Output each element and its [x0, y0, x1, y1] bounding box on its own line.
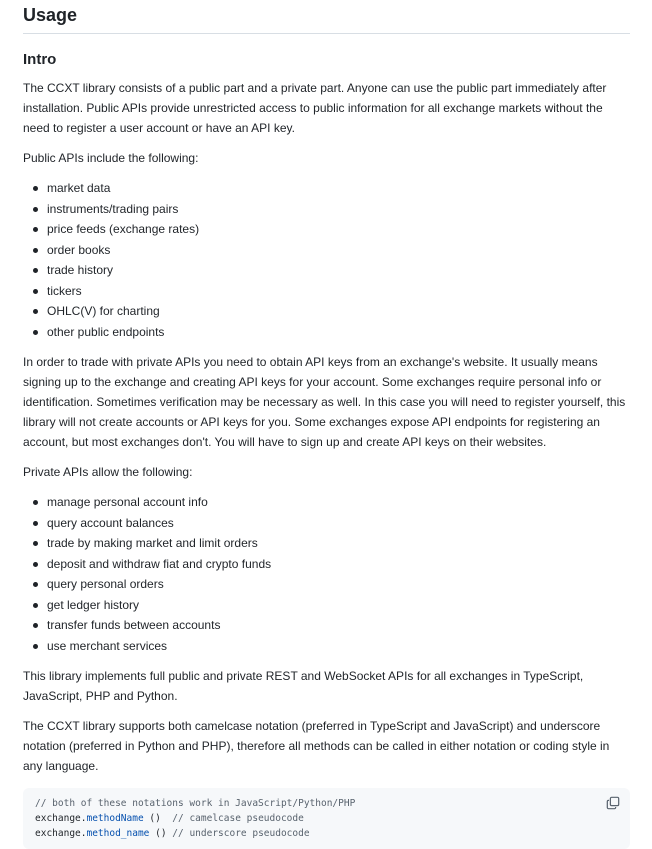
code-line	[35, 811, 618, 826]
public-apis-list	[23, 178, 630, 342]
list-item: query account balances	[47, 513, 630, 534]
list-item: manage personal account info	[47, 492, 630, 513]
code-call: ()	[143, 813, 173, 824]
list-item: order books	[47, 240, 630, 261]
public-apis-intro: Public APIs include the following:	[23, 151, 199, 165]
code-object: exchange.	[35, 813, 87, 824]
code-line	[35, 796, 618, 811]
copy-icon	[606, 796, 620, 810]
list-item: query personal orders	[47, 574, 630, 595]
languages-paragraph: This library implements full public and private REST and WebSocket APIs for all exchanges in TypeScript, JavaScript, PHP and Python.	[23, 669, 584, 703]
intro-paragraph: The CCXT library consists of a public part and a private part. Anyone can use the public part immediately after installation. Public APIs provide unrestricted access to public information for all exchange markets without the need to register a user account or have an API key.	[23, 81, 607, 135]
code-comment: // both of these notations work in JavaScript/Python/PHP	[35, 798, 356, 809]
list-item: use merchant services	[47, 636, 630, 657]
code-call: ()	[149, 828, 173, 839]
private-apis-intro: Private APIs allow the following:	[23, 465, 193, 479]
code-comment: // underscore pseudocode	[172, 828, 310, 839]
code-block	[23, 788, 630, 849]
code-comment: // camelcase pseudocode	[172, 813, 304, 824]
code-method: method_name	[86, 828, 150, 839]
code-object: exchange.	[35, 828, 87, 839]
notation-paragraph: The CCXT library supports both camelcase notation (preferred in TypeScript and JavaScript) and underscore notation (preferred in Python and PHP), therefore all methods can be called in either notation or coding style in any language.	[23, 719, 610, 773]
list-item: instruments/trading pairs	[47, 199, 630, 220]
list-item: trade by making market and limit orders	[47, 533, 630, 554]
list-item: OHLC(V) for charting	[47, 301, 630, 322]
list-item: transfer funds between accounts	[47, 615, 630, 636]
list-item: trade history	[47, 260, 630, 281]
list-item: tickers	[47, 281, 630, 302]
list-item: other public endpoints	[47, 322, 630, 343]
private-apis-list	[23, 492, 630, 656]
list-item: get ledger history	[47, 595, 630, 616]
section-heading-intro: Intro	[23, 51, 57, 68]
list-item: market data	[47, 178, 630, 199]
private-apis-paragraph: In order to trade with private APIs you need to obtain API keys from an exchange's website. It usually means signing up to the exchange and creating API keys for your account. Some exchanges require personal info or identification. Sometimes verification may be necessary as well. In this case you will need to register yourself, this library will not create accounts or API keys for you. Some exchanges expose API endpoints for registering an account, but most exchanges don't. You will have to sign up and create API keys on their websites.	[23, 355, 626, 449]
code-method: methodName	[86, 813, 144, 824]
list-item: deposit and withdraw fiat and crypto funds	[47, 554, 630, 575]
code-line	[35, 826, 618, 841]
page-title: Usage	[23, 0, 630, 34]
copy-button[interactable]	[606, 796, 620, 810]
list-item: price feeds (exchange rates)	[47, 219, 630, 240]
